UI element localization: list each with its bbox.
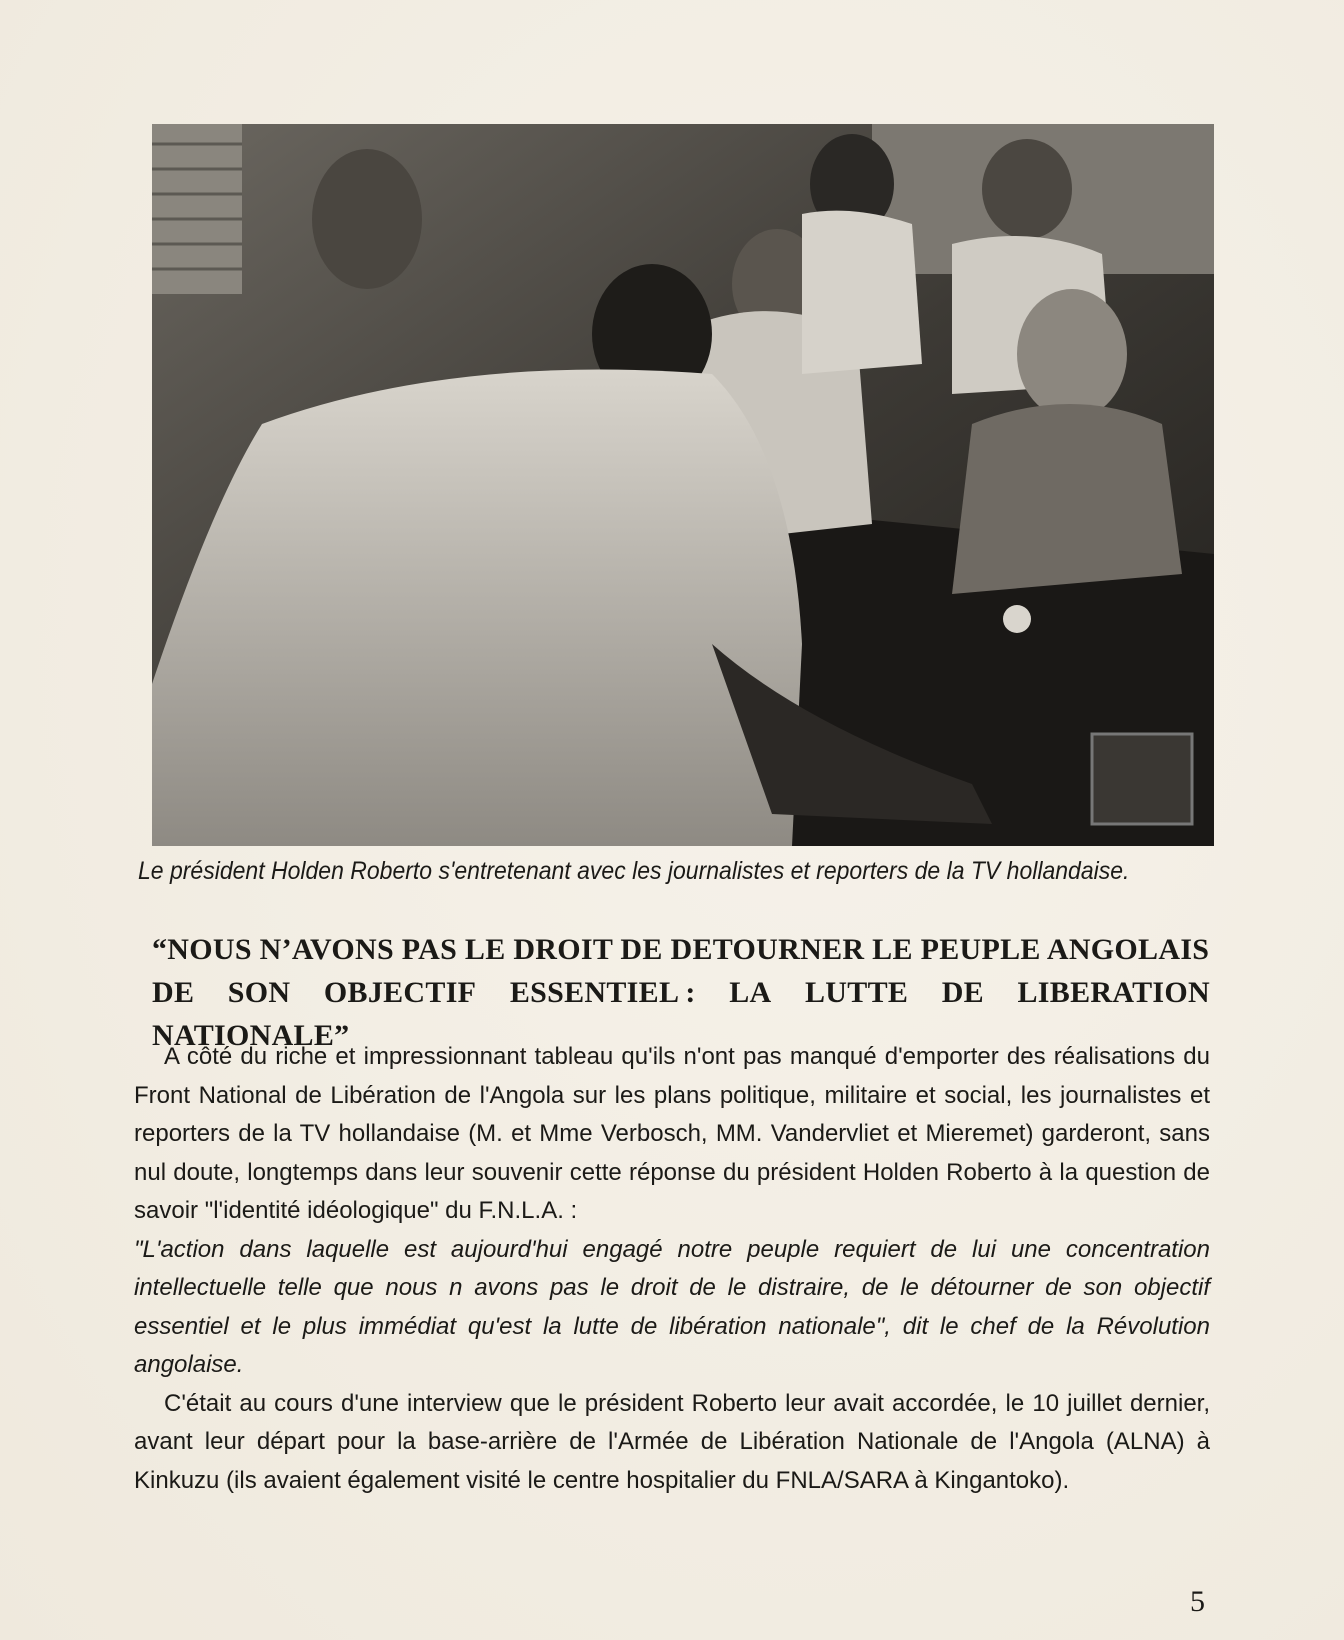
article-body bbox=[134, 1038, 1210, 1500]
headline-word: LA bbox=[729, 976, 772, 1009]
photo-caption: Le président Holden Roberto s'entretenant avec les journalistes et reporters de la TV hollandaise. bbox=[138, 857, 1130, 885]
photograph-icon bbox=[152, 124, 1214, 846]
body-quote: "L'action dans laquelle est aujourd'hui engagé notre peuple requiert de lui une concentration intellectuelle telle que nous n avons pas le droit de le distraire, de le détourner de son objectif essentiel et le plus immédiat qu'est la lutte de libération nationale", dit le chef de la Révolution angolaise. bbox=[134, 1235, 1210, 1378]
headline-word: ESSENTIEL : bbox=[509, 976, 696, 1009]
body-paragraph-1: A côté du riche et impressionnant tableau qu'ils n'ont pas manqué d'emporter des réalisations du Front National de Libération de l'Angola sur les plans politique, militaire et social, les journalistes et reporters de la TV hollandaise (M. et Mme Verbosch, MM. Vandervliet et Mieremet) garderont, sans nul doute, longtemps dans leur souvenir cette réponse du président Holden Roberto à la question de savoir "l'identité idéologique" du F.N.L.A. : bbox=[134, 1043, 1210, 1224]
headline-word: DE bbox=[152, 976, 195, 1009]
interview-photograph bbox=[152, 124, 1214, 846]
headline-line-2 bbox=[152, 971, 1210, 1014]
headline-word: SON bbox=[227, 976, 291, 1009]
headline-word: DE bbox=[941, 976, 984, 1009]
headline-line-3: NATIONALE” bbox=[152, 1019, 350, 1052]
headline-line-1: “NOUS N’AVONS PAS LE DROIT DE DETOURNER LE PEUPLE ANGOLAIS bbox=[152, 933, 1210, 966]
headline-word: LIBERATION bbox=[1017, 976, 1210, 1009]
headline-word: OBJECTIF bbox=[323, 976, 477, 1009]
body-paragraph-2: C'était au cours d'une interview que le président Roberto leur avait accordée, le 10 juillet dernier, avant leur départ pour la base-arrière de l'Armée de Libération Nationale de l'Angola (ALNA) à Kinkuzu (ils avaient également visité le centre hospitalier du FNLA/SARA à Kingantoko). bbox=[134, 1389, 1210, 1494]
page-number: 5 bbox=[1190, 1585, 1205, 1618]
headline-word: LUTTE bbox=[805, 976, 909, 1009]
